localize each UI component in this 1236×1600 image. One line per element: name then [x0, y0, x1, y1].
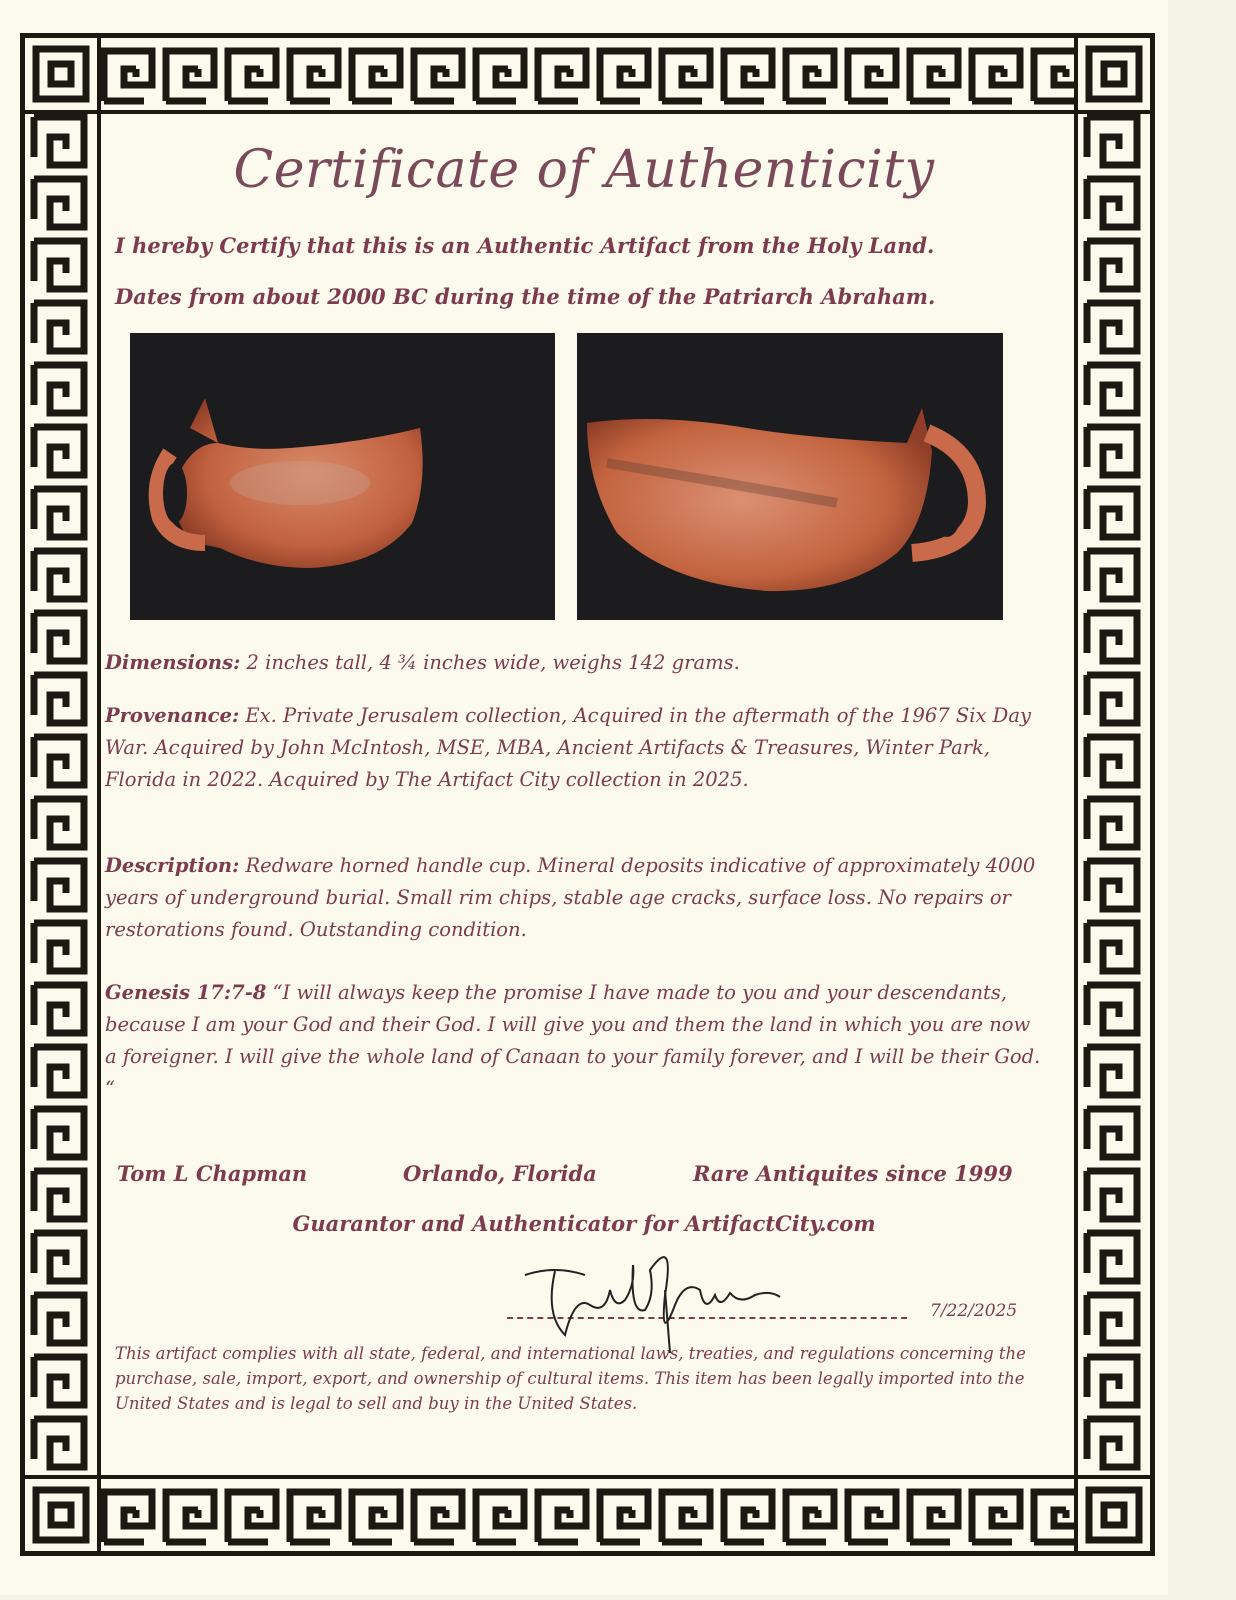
certificate-title: Certificate of Authenticity [233, 140, 935, 200]
artifact-photo-right [577, 333, 1003, 620]
border-corner-bottom-left [28, 1482, 94, 1548]
dimensions-value: 2 inches tall, 4 ¾ inches wide, weighs 142 grams. [240, 651, 740, 674]
border-inner-line-top [20, 110, 1155, 114]
dimensions-label: Dimensions: [105, 651, 241, 674]
authenticator-name: Tom L Chapman [117, 1161, 308, 1186]
border-corner-top-right [1081, 41, 1147, 107]
border-inner-line-bottom [20, 1475, 1155, 1479]
scripture-section [105, 977, 1045, 1105]
handwritten-signature [515, 1235, 795, 1355]
scripture-value: “I will always keep the promise I have made to you and your descendants, because I am your God and their God. I will give you and them the land in which you are now a foreigner. I will give the whole land of Canaan to your family forever, and I will be their God. “ [105, 981, 1041, 1100]
provenance-value: Ex. Private Jerusalem collection, Acquired in the aftermath of the 1967 Six Day War. Acquired by John McIntosh, MSE, MBA, Ancient Artifacts & Treasures, Winter Park, Florida in 2022. Acquired by The Artifact City collection in 2025. [105, 704, 1031, 791]
legal-compliance-statement: This artifact complies with all state, federal, and international laws, treaties, and regulations concerning the purchase, sale, import, export, and ownership of cultural items. This item has been legally imported into the United States and is legal to sell and buy in the United States. [115, 1344, 1026, 1413]
provenance-section [105, 700, 1045, 796]
artifact-photo-left [130, 333, 555, 620]
authenticator-location: Orlando, Florida [403, 1161, 597, 1186]
provenance-label: Provenance: [105, 704, 240, 727]
description-value: Redware horned handle cup. Mineral deposits indicative of approximately 4000 years of underground burial. Small rim chips, stable age cracks, surface loss. No repairs or restorations found. Outstanding condition. [105, 854, 1036, 941]
border-left-band [28, 113, 94, 1476]
certification-statement: I hereby Certify that this is an Authentic Artifact from the Holy Land. [115, 233, 935, 258]
border-corner-top-left [28, 41, 94, 107]
signature-date: 7/22/2025 [930, 1301, 1018, 1321]
scripture-label: Genesis 17:7-8 [105, 981, 267, 1004]
border-inner-line-right [1074, 33, 1078, 1556]
border-right-band [1081, 113, 1147, 1476]
border-bottom-band [100, 1482, 1075, 1548]
border-top-band [100, 41, 1075, 107]
border-corner-bottom-right [1081, 1482, 1147, 1548]
description-section [105, 850, 1045, 946]
dating-statement: Dates from about 2000 BC during the time of the Patriarch Abraham. [115, 284, 936, 309]
dimensions-section [105, 647, 1045, 679]
description-label: Description: [105, 854, 240, 877]
business-since: Rare Antiquites since 1999 [693, 1161, 1013, 1186]
guarantor-line: Guarantor and Authenticator for ArtifactCity.com [292, 1211, 876, 1236]
border-inner-line-left [97, 33, 101, 1556]
